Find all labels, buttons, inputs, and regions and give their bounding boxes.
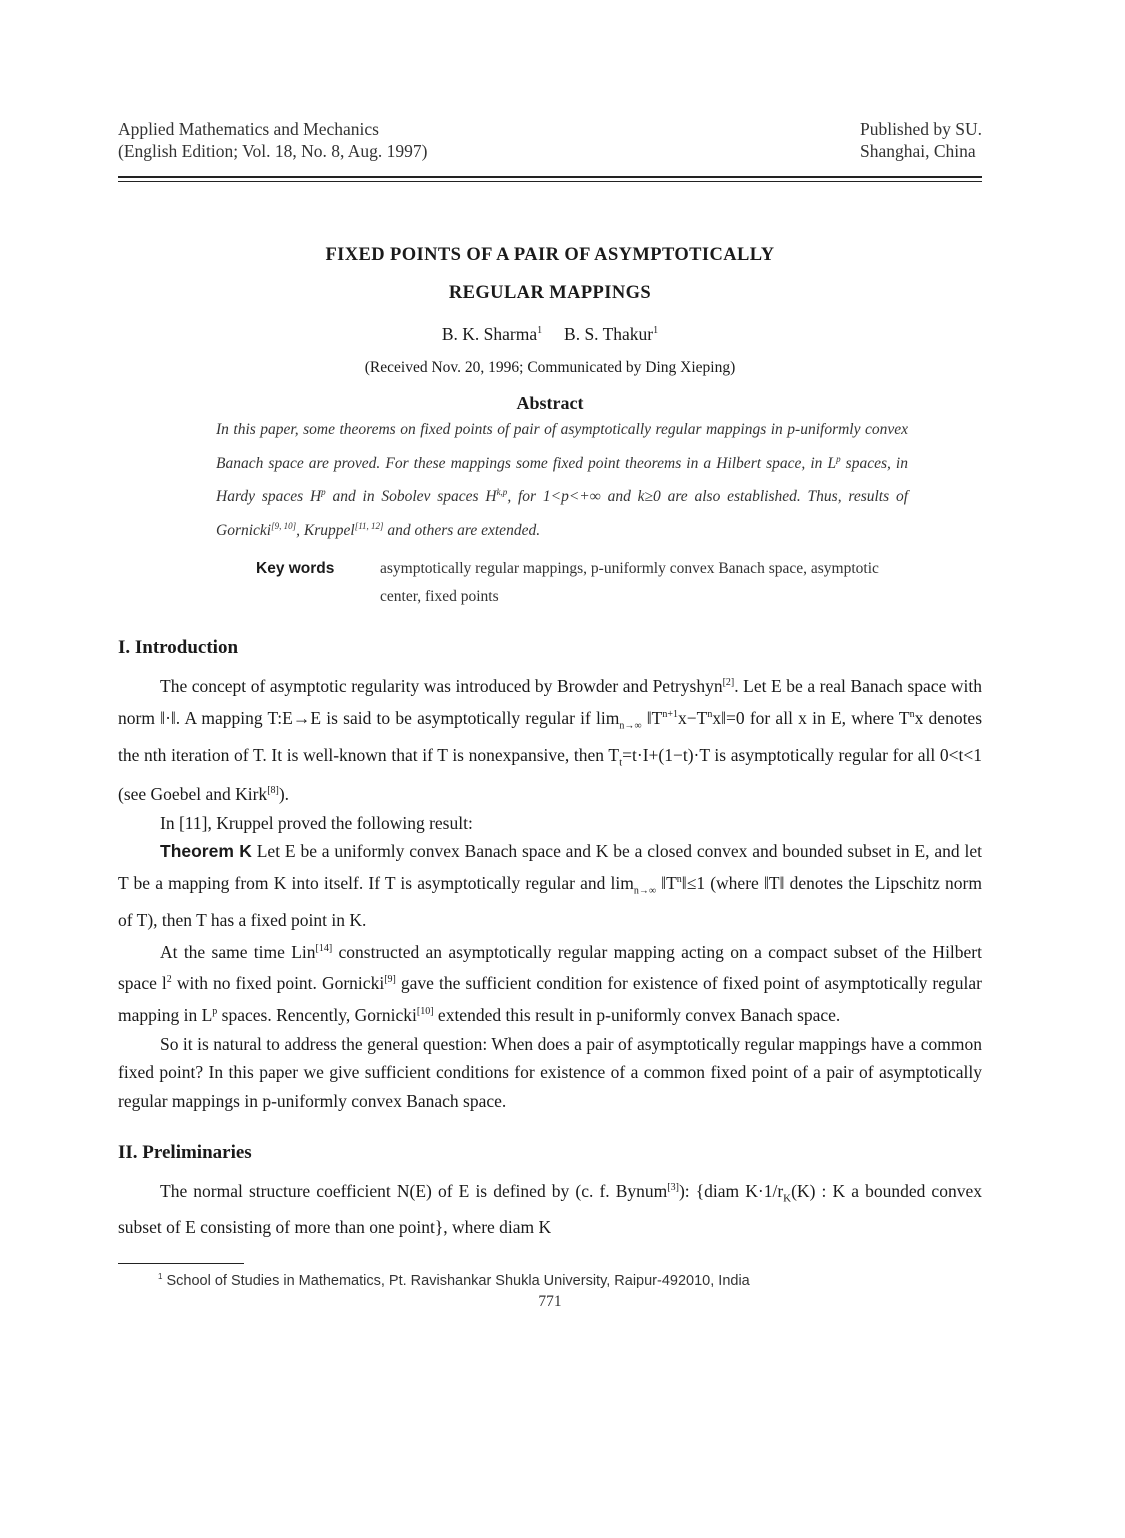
- footnote-mark: 1: [158, 1272, 163, 1282]
- abstract-heading: Abstract: [516, 393, 584, 413]
- journal-info: [118, 118, 428, 162]
- text-run: ‖≤1 (where ‖T‖ denotes the Lipschitz norm of T), then T has a fixed point in K.: [118, 873, 982, 931]
- title-line-2: REGULAR MAPPINGS: [448, 283, 652, 303]
- publisher-info: [860, 118, 982, 162]
- abstract-part: spaces, in Hardy spaces H: [216, 454, 908, 506]
- superscript: n: [707, 709, 713, 720]
- theorem-label: Theorem K: [160, 841, 252, 862]
- text-run: constructed an asymptotically regular mapping acting on a compact subset of the Hilbert space l: [118, 941, 983, 994]
- header-rule-thin: [118, 181, 982, 182]
- keywords-label: Key words: [256, 560, 335, 578]
- running-header: [118, 118, 982, 162]
- intro-paragraph-2: In [11], Kruppel proved the following result:: [160, 812, 473, 833]
- intro-paragraph-1: [118, 669, 982, 808]
- text-run: ‖T: [641, 707, 663, 728]
- text-run: x denotes the nth iteration of T. It is well-known that if T is nonexpansive, then T: [118, 707, 983, 766]
- limit-subscript: n→∞: [633, 885, 657, 897]
- abstract-part: and in Sobolev spaces H: [325, 488, 497, 506]
- abstract-part: , Kruppel: [296, 521, 355, 539]
- author-list: [118, 324, 982, 345]
- superscript: p: [212, 1005, 218, 1017]
- superscript: n: [909, 709, 915, 720]
- text-run: (K) : K a bounded convex subset of E consisting of more than one point}, where diam K: [118, 1180, 982, 1237]
- text-run: extended this result in p-uniformly convex Banach space.: [433, 1004, 841, 1025]
- text-run: ‖T: [656, 873, 677, 893]
- citation: [14]: [315, 942, 333, 954]
- citation: [2]: [722, 677, 735, 689]
- abstract-text: [216, 416, 908, 545]
- citation: [11, 12]: [354, 520, 384, 531]
- author-1: B. K. Sharma: [441, 324, 538, 344]
- footnote-rule: [118, 1263, 244, 1264]
- footnote-text: School of Studies in Mathematics, Pt. Ravishankar Shukla University, Raipur-492010, India: [166, 1273, 750, 1290]
- received-line: (Received Nov. 20, 1996; Communicated by Ding Xieping): [364, 359, 736, 376]
- abstract-sup: p: [321, 487, 326, 498]
- abstract-part: In this paper, some theorems on fixed points of pair of asymptotically regular mappings in p-uniformly convex Banach space are proved. For these mappings some fixed point theorems in a Hilbert space, in L: [216, 421, 908, 472]
- superscript: 2: [166, 974, 172, 986]
- citation: [3]: [667, 1181, 679, 1193]
- title-line-1: FIXED POINTS OF A PAIR OF ASYMPTOTICALLY: [325, 245, 775, 265]
- citation: [9]: [384, 974, 396, 986]
- text-run: =t·I+(1−t)·T is asymptotically regular for all 0<t<1 (see Goebel and Kirk: [118, 745, 982, 805]
- text-run: The normal structure coefficient N(E) of E is defined by (c. f. Bynum: [160, 1180, 668, 1201]
- section-heading-preliminaries: II. Preliminaries: [118, 1141, 252, 1163]
- text-run: x−T: [678, 707, 708, 728]
- affiliation-mark: 1: [537, 325, 543, 337]
- abstract-sup: k,p: [496, 487, 508, 498]
- intro-paragraph-3: [118, 935, 982, 1030]
- paper-title: [118, 236, 982, 312]
- subscript: K: [783, 1191, 792, 1204]
- text-run: . Let E be a real Banach space with norm ‖·‖. A mapping T:E→E is said to be asymptotically regular if lim: [118, 676, 982, 728]
- text-run: Let E be a uniformly convex Banach space and K be a closed convex and bounded subset in E, and let T be a mapping from K into itself. If T is asymptotically regular and lim: [118, 841, 983, 893]
- paper-page: [118, 118, 982, 1311]
- journal-edition: (English Edition; Vol. 18, No. 8, Aug. 1997): [118, 141, 428, 161]
- text-run: gave the sufficient condition for existence of fixed point of asymptotically regular mapping in L: [118, 973, 982, 1025]
- citation: [10]: [416, 1005, 434, 1017]
- abstract-part: and others are extended.: [383, 521, 541, 539]
- intro-paragraph-4: So it is natural to address the general question: When does a pair of asymptotically regular mappings have a common fixed point? In this paper we give sufficient conditions for existence of a common fixed point of a pair of asymptotically regular mappings in p-uniformly convex Banach space.: [118, 1033, 982, 1111]
- text-run: At the same time Lin: [160, 941, 316, 962]
- publisher-place: Shanghai, China: [859, 141, 976, 161]
- abstract-sup: p: [836, 453, 841, 464]
- affiliation-mark: 1: [653, 325, 659, 337]
- page-number: 771: [538, 1293, 562, 1311]
- text-run: ).: [278, 784, 290, 805]
- section-heading-introduction: I. Introduction: [118, 637, 239, 659]
- author-2: B. S. Thakur: [564, 324, 654, 344]
- superscript: n+1: [662, 709, 678, 720]
- header-rule-thick: [118, 176, 982, 178]
- text-run: The concept of asymptotic regularity was introduced by Browder and Petryshyn: [160, 676, 723, 697]
- journal-name: Applied Mathematics and Mechanics: [118, 119, 379, 139]
- footnote: [118, 1272, 982, 1289]
- publisher-name: Published by SU.: [859, 119, 982, 139]
- citation: [9, 10]: [271, 520, 297, 531]
- theorem-k: [118, 837, 982, 934]
- text-run: with no fixed point. Gornicki: [171, 973, 385, 994]
- keywords-text: asymptotically regular mappings, p-uniformly convex Banach space, asymptotic center, fixed points: [380, 560, 879, 606]
- limit-subscript: n→∞: [619, 720, 642, 732]
- text-run: ): {diam K·1/r: [678, 1180, 784, 1201]
- superscript: n: [676, 874, 682, 886]
- abstract-part: , for 1<p<+∞ and k≥0 are also established. Thus, results of Gornicki: [216, 488, 909, 539]
- subscript: t: [619, 756, 623, 769]
- keywords-block: [256, 555, 982, 611]
- text-run: spaces. Rencently, Gornicki: [217, 1004, 417, 1025]
- citation: [8]: [267, 785, 279, 797]
- prelim-paragraph-1: [118, 1174, 982, 1242]
- text-run: x‖=0 for all x in E, where T: [712, 707, 910, 728]
